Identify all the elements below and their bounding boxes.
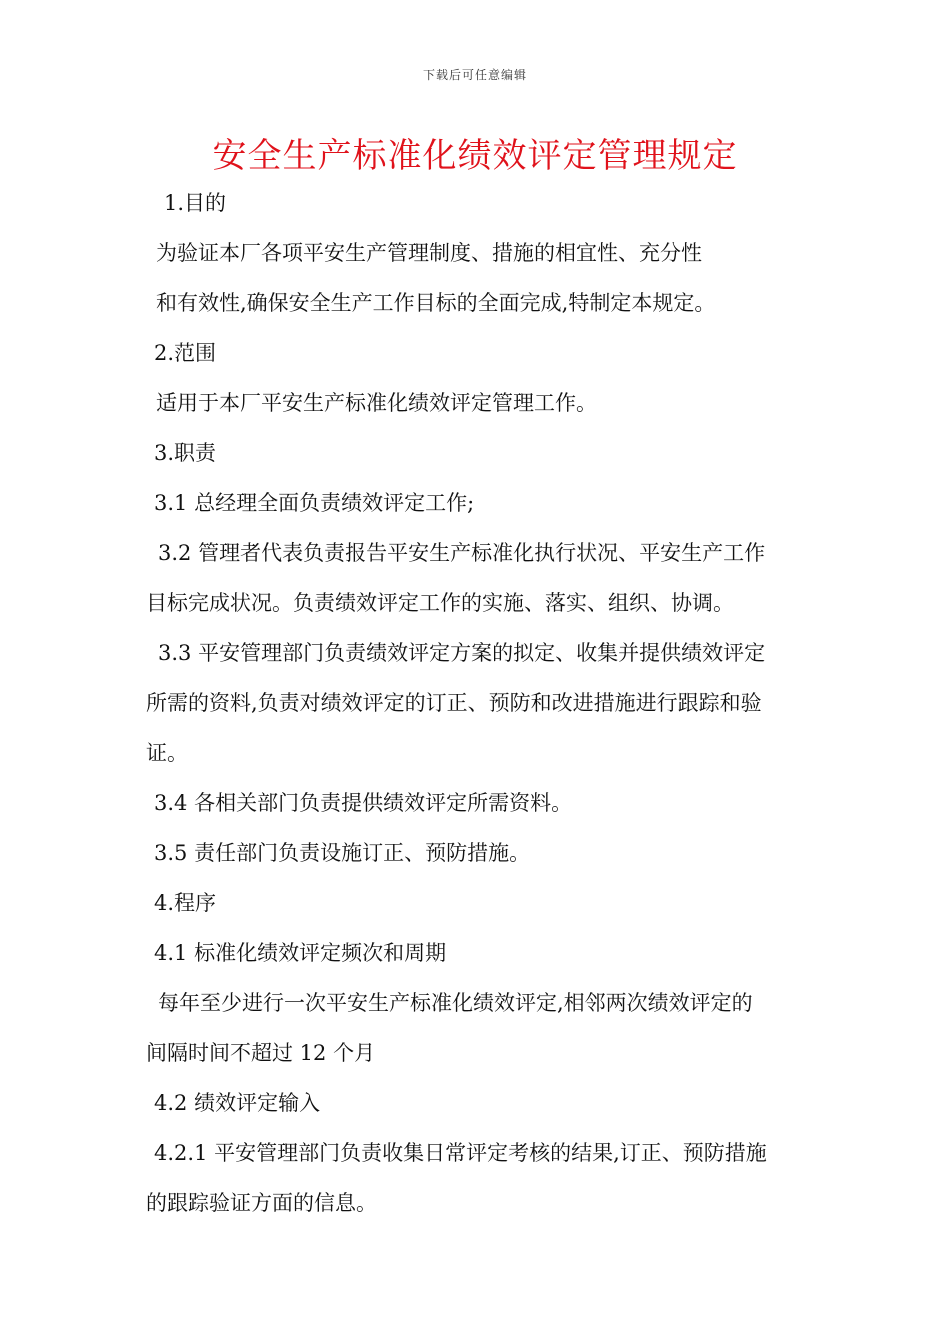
section-heading-responsibilities: 3.职责 (154, 441, 217, 465)
paragraph-line: 间隔时间不超过 12 个月 (146, 1041, 376, 1065)
paragraph-line: 所需的资料,负责对绩效评定的订正、预防和改进措施进行跟踪和验 (146, 691, 762, 715)
paragraph-line: 目标完成状况。负责绩效评定工作的实施、落实、组织、协调。 (146, 591, 734, 615)
paragraph-line: 3.1 总经理全面负责绩效评定工作; (154, 491, 475, 515)
paragraph-line: 证。 (146, 741, 188, 765)
paragraph-line: 每年至少进行一次平安生产标准化绩效评定,相邻两次绩效评定的 (158, 991, 753, 1015)
section-heading-procedure: 4.程序 (154, 891, 217, 915)
paragraph-line: 4.1 标准化绩效评定频次和周期 (154, 941, 447, 965)
paragraph-line: 4.2 绩效评定输入 (154, 1091, 321, 1115)
section-heading-scope: 2.范围 (154, 341, 217, 365)
header-note: 下载后可任意编辑 (422, 68, 527, 82)
paragraph-line: 和有效性,确保安全生产工作目标的全面完成,特制定本规定。 (156, 291, 716, 315)
document-body (146, 178, 816, 1228)
paragraph-line: 3.3 平安管理部门负责绩效评定方案的拟定、收集并提供绩效评定 (158, 641, 766, 665)
document-title: 安全生产标准化绩效评定管理规定 (212, 136, 738, 176)
section-heading-purpose: 1.目的 (164, 191, 227, 215)
paragraph-line: 3.2 管理者代表负责报告平安生产标准化执行状况、平安生产工作 (158, 541, 766, 565)
paragraph-line: 4.2.1 平安管理部门负责收集日常评定考核的结果,订正、预防措施 (154, 1141, 767, 1165)
paragraph-line: 为验证本厂各项平安生产管理制度、措施的相宜性、充分性 (156, 241, 702, 265)
paragraph-line: 适用于本厂平安生产标准化绩效评定管理工作。 (156, 391, 597, 415)
paragraph-line: 的跟踪验证方面的信息。 (146, 1191, 377, 1215)
paragraph-line: 3.5 责任部门负责设施订正、预防措施。 (154, 841, 531, 865)
paragraph-line: 3.4 各相关部门负责提供绩效评定所需资料。 (154, 791, 573, 815)
